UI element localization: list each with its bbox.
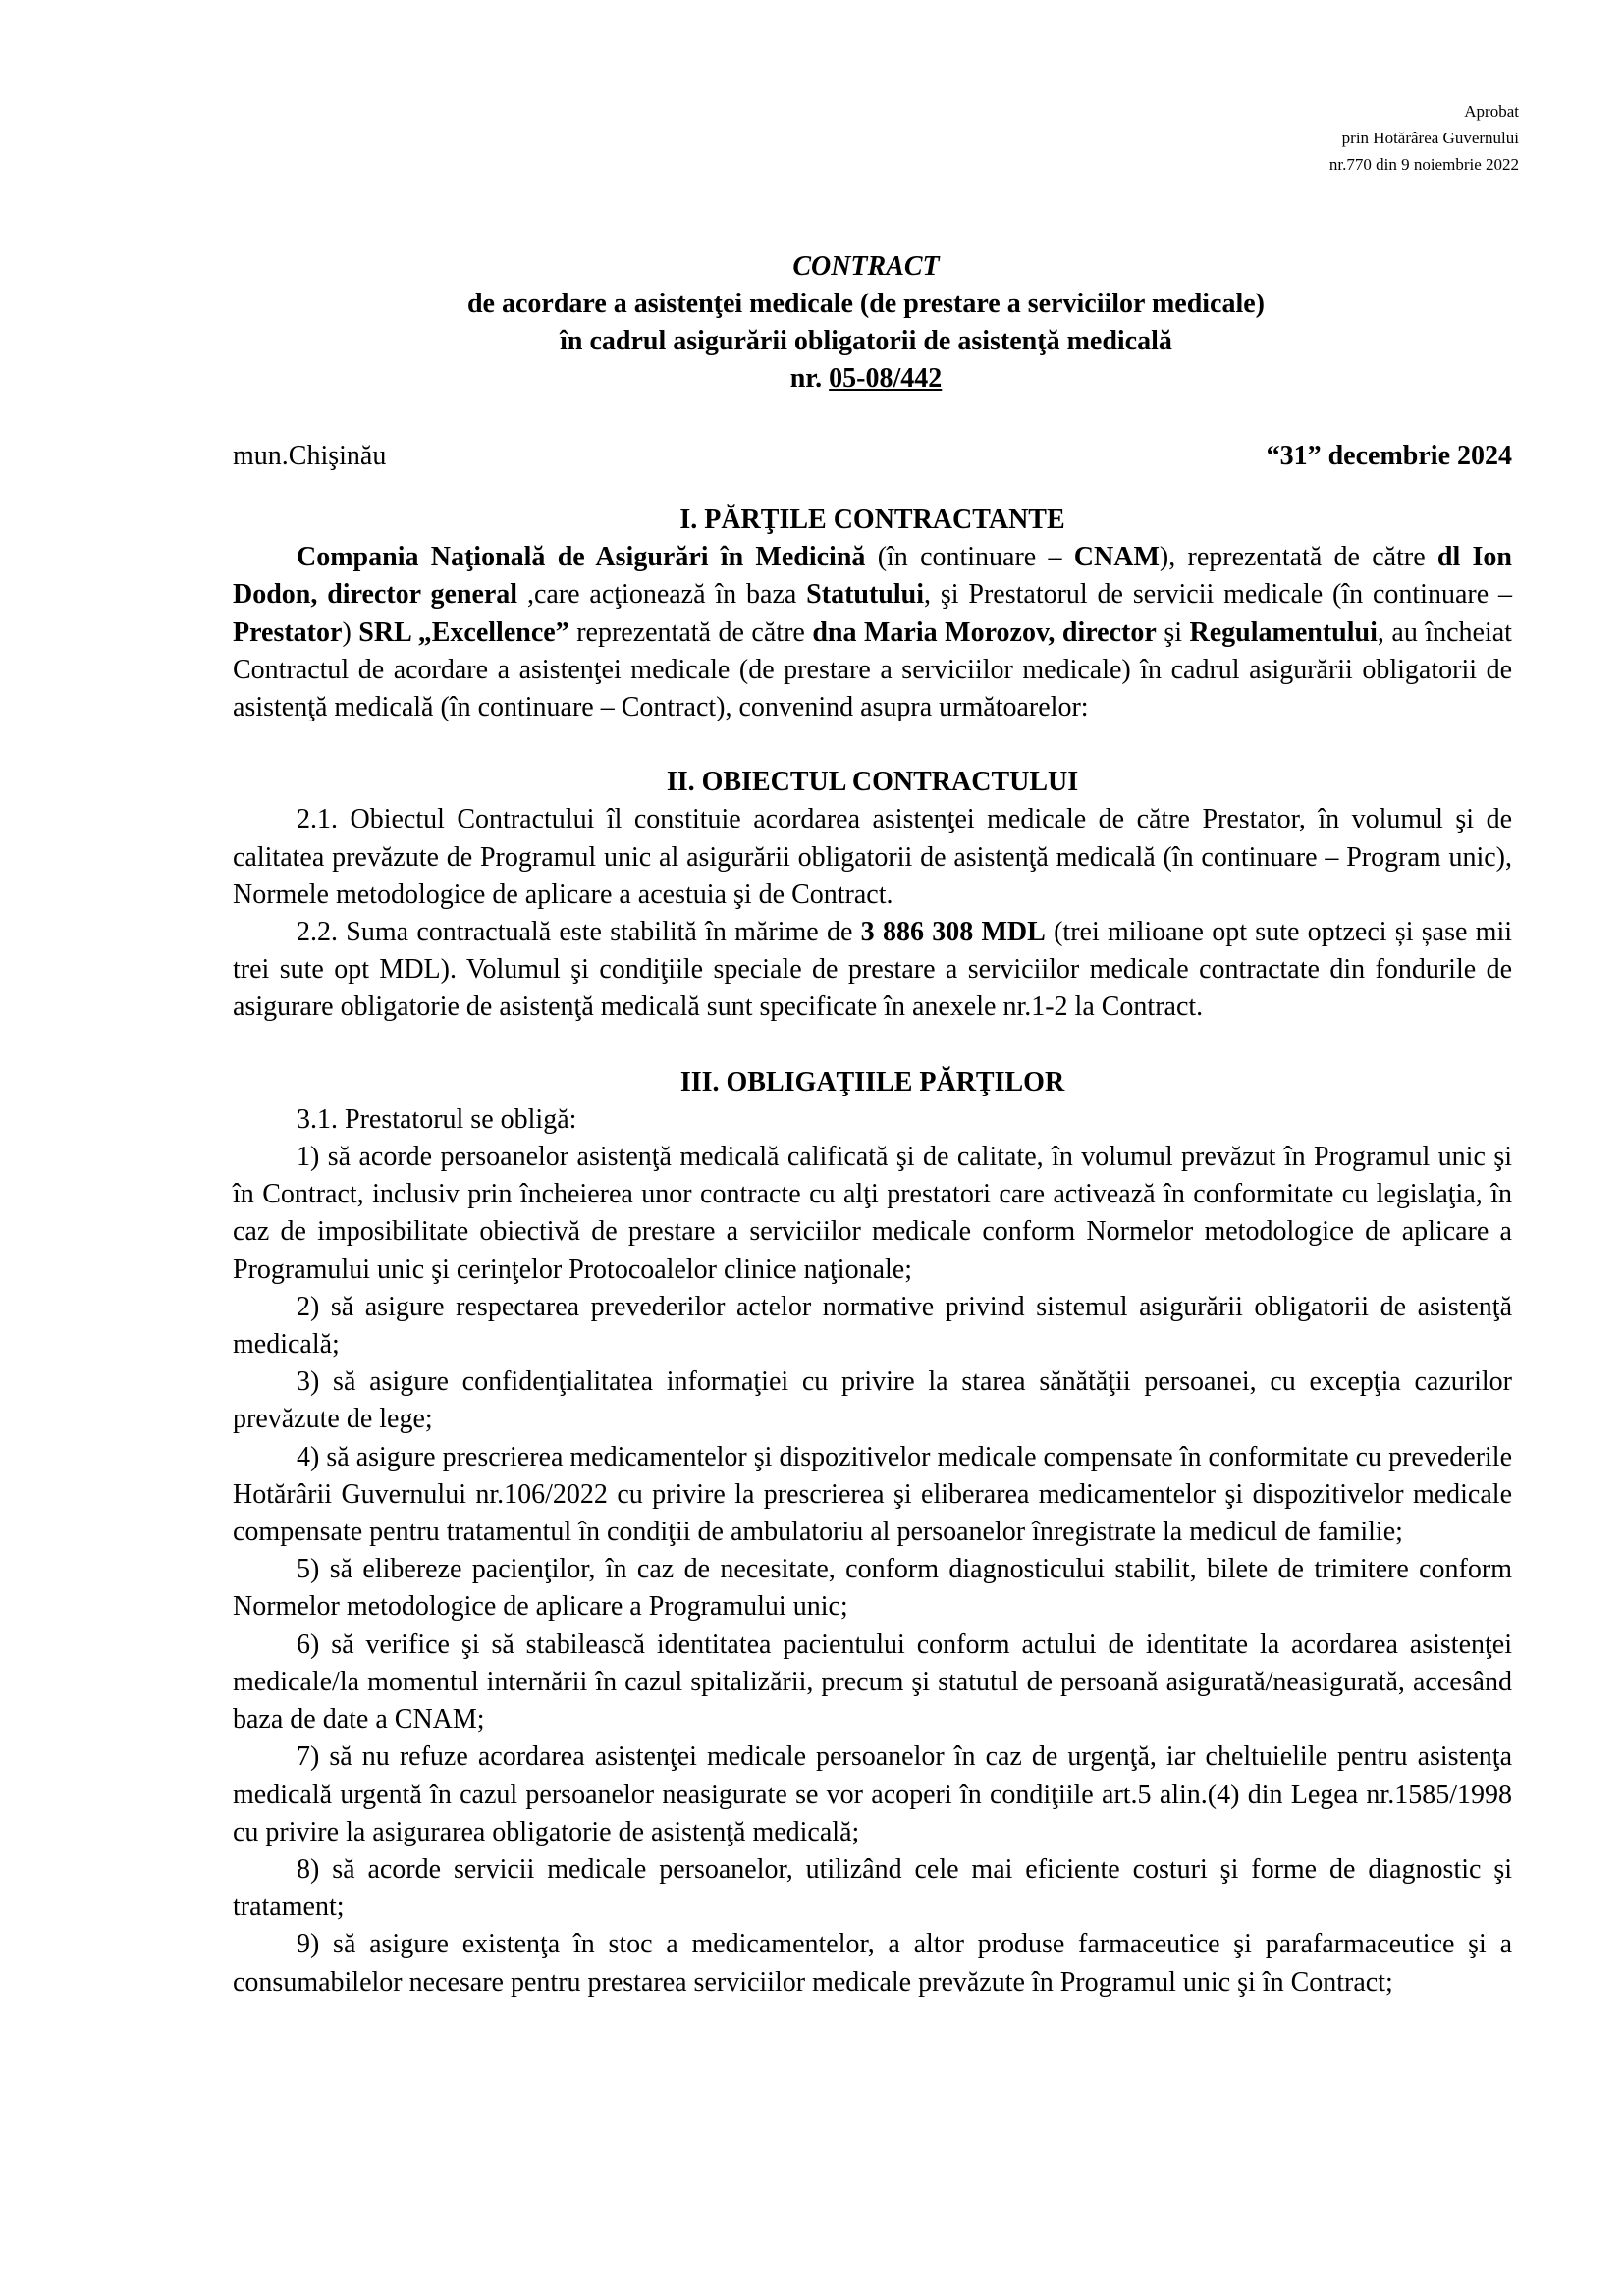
clause-2-2: 2.2. Suma contractuală este stabilită în mărime de 3 886 308 MDL (trei milioane opt sute optzeci și șase mii trei sute opt MDL). Volumul şi condiţiile speciale de prestare a serviciilor medicale contractate din fondurile de asigurare obligatorie de asistenţă medicală sunt specificate în anexele nr.1-2 la Contract. [233,917,1513,1023]
clause-3-1-intro: 3.1. Prestatorul se obligă: [297,1103,577,1135]
place: mun.Chişinău [233,441,387,471]
contract-number-prefix: nr. [789,363,830,394]
clause-2-1: 2.1. Obiectul Contractului îl constituie acordarea asistenţei medicale de către Prestator, în volumul şi de calitatea prevăzute de Programul unic al asigurării obligatorii de asistenţă medicală (în continuare – Program unic), Normele metodologice de aplicare a acestuia şi de Contract. [233,804,1512,910]
contract-date: “31” decembrie 2024 [1266,441,1512,471]
obligation-item: 7) să nu refuze acordarea asistenţei medicale persoanelor în caz de urgenţă, iar cheltuielile pentru asistenţa medicală urgentă în cazul persoanelor neasigurate se vor acoperi în condiţiile art.5 alin.(4) din Legea nr.1585/1998 cu privire la asigurarea obligatorie de asistenţă medicală; [233,1741,1512,1847]
title-line-3: în cadrul asigurării obligatorii de asistenţă medicală [560,326,1172,356]
approval-line-1: Aprobat [1464,102,1519,121]
section-1-heading: I. PĂRŢILE CONTRACTANTE [679,505,1065,535]
obligation-item: 4) să asigure prescrierea medicamentelor şi dispozitivelor medicale compensate în conformitate cu prevederile Hotărârii Guvernului nr.106/2022 cu privire la prescrierea şi eliberarea medicamentelor şi dispozitivelor medicale compensate pentru tratamentul în condiţii de ambulatoriu al persoanelor înregistrate la medicul de familie; [233,1441,1512,1548]
title-line-2: de acordare a asistenţei medicale (de prestare a serviciilor medicale) [466,289,1266,319]
contract-amount: 3 886 308 MDL [860,917,1046,948]
section-3-heading: III. OBLIGAŢIILE PĂRŢILOR [679,1066,1065,1097]
obligation-item: 5) să elibereze pacienţilor, în caz de necesitate, conform diagnosticului stabilit, bilete de trimitere conform Normelor metodologice de aplicare a Programului unic; [233,1554,1512,1623]
obligation-item: 1) să acorde persoanelor asistenţă medicală calificată şi de calitate, în volumul prevăzut în Programul unic şi în Contract, inclusiv prin încheierea unor contracte cu alţi prestatori care activează în conformitate cu legislaţia, în caz de imposibilitate obiectivă de prestare a serviciilor medicale conform Normelor metodologice de aplicare a Programului unic şi cerinţelor Protocoalelor clinice naţionale; [233,1142,1512,1285]
contract-body [233,502,1512,2002]
section-1-paragraph: Compania Naţională de Asigurări în Medicină (în continuare – CNAM), reprezentată de către dl Ion Dodon, director general ,care acţionează în baza Statutului, şi Prestatorul de servicii medicale (în continuare – Prestator) SRL „Excellence” reprezentată de către dna Maria Morozov, director şi Regulamentului, au încheiat Contractul de acordare a asistenţei medicale (de prestare a serviciilor medicale) în cadrul asigurării obligatorii de asistenţă medicală (în continuare – Contract), convenind asupra următoarelor: [233,542,1512,723]
contract-title [233,248,1499,398]
obligation-item: 8) să acorde servicii medicale persoanelor, utilizând cele mai eficiente costuri şi forme de diagnostic şi tratament; [233,1853,1512,1923]
section-2-heading: II. OBIECTUL CONTRACTULUI [666,767,1079,798]
contract-number-value: 05-08/442 [829,363,943,394]
contract-number [233,360,1499,398]
title-contract: CONTRACT [792,251,940,282]
place-date-line [233,438,1512,475]
obligation-item: 6) să verifice şi să stabilească identitatea pacientului conform actului de identitate la acordarea asistenţei medicale/la momentul internării în cazul spitalizării, precum şi statutul de persoană asigurată/neasigurată, accesând baza de date a CNAM; [233,1629,1512,1735]
obligation-item: 3) să asigure confidenţialitatea informaţiei cu privire la starea sănătăţii persoanei, cu excepţia cazurilor prevăzute de lege; [233,1366,1512,1435]
approval-line-2: prin Hotărârea Guvernului [1341,129,1519,147]
approval-line-3: nr.770 din 9 noiembrie 2022 [1328,155,1519,174]
approval-note [1329,98,1519,178]
obligation-item: 2) să asigure respectarea prevederilor actelor normative privind sistemul asigurării obligatorii de asistenţă medicală; [233,1291,1512,1361]
obligation-item: 9) să asigure existenţa în stoc a medicamentelor, a altor produse farmaceutice şi parafarmaceutice şi a consumabilelor necesare pentru prestarea serviciilor medicale prevăzute în Programul unic şi în Contract; [233,1929,1512,1998]
